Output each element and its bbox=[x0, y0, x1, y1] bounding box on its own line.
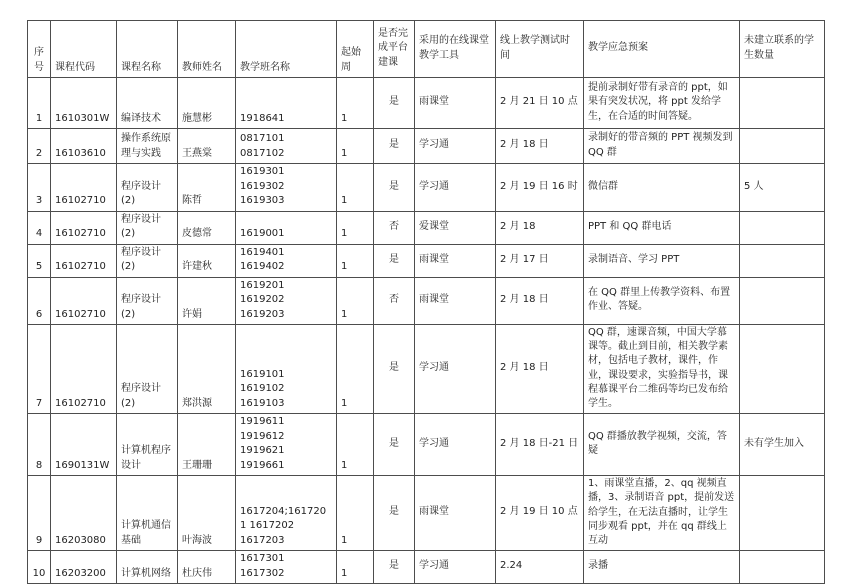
col-header-online-tool: 采用的在线课堂教学工具 bbox=[415, 21, 496, 78]
table-row bbox=[28, 244, 825, 277]
col-header-course-name: 课程名称 bbox=[117, 21, 178, 78]
cell-class-name: 1918641 bbox=[236, 78, 337, 129]
cell-course-code: 16102710 bbox=[51, 211, 117, 244]
cell-serial: 6 bbox=[28, 277, 51, 325]
cell-platform-done: 是 bbox=[374, 244, 415, 277]
cell-test-time: 2 月 17 日 bbox=[496, 244, 584, 277]
cell-course-code: 16102710 bbox=[51, 164, 117, 212]
cell-start-week: 1 bbox=[337, 414, 374, 476]
cell-online-tool: 雨课堂 bbox=[415, 277, 496, 325]
cell-teacher-name: 王珊珊 bbox=[178, 414, 236, 476]
cell-course-code: 16102710 bbox=[51, 325, 117, 414]
cell-uncontacted: 未有学生加入 bbox=[740, 414, 825, 476]
cell-class-name: 1619301 1619302 1619303 bbox=[236, 164, 337, 212]
cell-course-code: 16203080 bbox=[51, 476, 117, 551]
cell-course-name: 程序设计(2) bbox=[117, 277, 178, 325]
cell-online-tool: 雨课堂 bbox=[415, 476, 496, 551]
cell-test-time: 2 月 18 日 bbox=[496, 277, 584, 325]
col-header-test-time: 线上教学测试时间 bbox=[496, 21, 584, 78]
cell-course-name: 编译技术 bbox=[117, 78, 178, 129]
cell-uncontacted bbox=[740, 277, 825, 325]
cell-start-week: 1 bbox=[337, 164, 374, 212]
cell-class-name: 1617204;1617201 1617202 1617203 bbox=[236, 476, 337, 551]
cell-online-tool: 学习通 bbox=[415, 414, 496, 476]
cell-platform-done: 是 bbox=[374, 164, 415, 212]
course-table-sheet bbox=[27, 20, 825, 584]
col-header-uncontacted-students: 未建立联系的学生数量 bbox=[740, 21, 825, 78]
cell-course-name: 操作系统原理与实践 bbox=[117, 129, 178, 164]
cell-emergency-plan: 在 QQ 群里上传教学资料、布置作业、答疑。 bbox=[584, 277, 740, 325]
cell-teacher-name: 陈哲 bbox=[178, 164, 236, 212]
cell-class-name: 1617301 1617302 bbox=[236, 551, 337, 584]
cell-test-time: 2 月 21 日 10 点 bbox=[496, 78, 584, 129]
table-row bbox=[28, 211, 825, 244]
cell-course-name: 程序设计(2) bbox=[117, 244, 178, 277]
cell-test-time: 2.24 bbox=[496, 551, 584, 584]
cell-start-week: 1 bbox=[337, 277, 374, 325]
table-row bbox=[28, 78, 825, 129]
cell-class-name: 1919611 1919612 1919621 1919661 bbox=[236, 414, 337, 476]
cell-serial: 3 bbox=[28, 164, 51, 212]
cell-serial: 7 bbox=[28, 325, 51, 414]
cell-start-week: 1 bbox=[337, 551, 374, 584]
table-row bbox=[28, 277, 825, 325]
cell-platform-done: 是 bbox=[374, 129, 415, 164]
cell-uncontacted bbox=[740, 211, 825, 244]
cell-course-code: 1610301W bbox=[51, 78, 117, 129]
cell-online-tool: 学习通 bbox=[415, 164, 496, 212]
cell-class-name: 1619001 bbox=[236, 211, 337, 244]
cell-serial: 1 bbox=[28, 78, 51, 129]
cell-uncontacted bbox=[740, 551, 825, 584]
cell-teacher-name: 杜庆伟 bbox=[178, 551, 236, 584]
cell-start-week: 1 bbox=[337, 129, 374, 164]
cell-platform-done: 是 bbox=[374, 551, 415, 584]
cell-serial: 2 bbox=[28, 129, 51, 164]
cell-teacher-name: 皮德常 bbox=[178, 211, 236, 244]
cell-course-name: 计算机程序设计 bbox=[117, 414, 178, 476]
header-row bbox=[28, 21, 825, 78]
cell-teacher-name: 施慧彬 bbox=[178, 78, 236, 129]
cell-course-name: 程序设计(2) bbox=[117, 325, 178, 414]
cell-class-name: 1619401 1619402 bbox=[236, 244, 337, 277]
cell-test-time: 2 月 18 bbox=[496, 211, 584, 244]
cell-course-name: 计算机网络 bbox=[117, 551, 178, 584]
cell-course-name: 程序设计(2) bbox=[117, 164, 178, 212]
table-row bbox=[28, 414, 825, 476]
cell-uncontacted bbox=[740, 244, 825, 277]
cell-emergency-plan: QQ 群，速课音频，中国大学慕课等。截止到目前，相关教学素材，包括电子教材，课件，作业，课设要求，实验指导书，课程慕课平台二维码等均已发布给学生。 bbox=[584, 325, 740, 414]
cell-uncontacted bbox=[740, 476, 825, 551]
cell-course-code: 16102710 bbox=[51, 244, 117, 277]
cell-platform-done: 是 bbox=[374, 325, 415, 414]
cell-online-tool: 学习通 bbox=[415, 129, 496, 164]
cell-emergency-plan: 录制语音、学习 PPT bbox=[584, 244, 740, 277]
cell-test-time: 2 月 18 日 bbox=[496, 129, 584, 164]
cell-course-name: 计算机通信基础 bbox=[117, 476, 178, 551]
cell-class-name: 1619101 1619102 1619103 bbox=[236, 325, 337, 414]
cell-serial: 9 bbox=[28, 476, 51, 551]
cell-test-time: 2 月 19 日 10 点 bbox=[496, 476, 584, 551]
table-row bbox=[28, 129, 825, 164]
cell-online-tool: 雨课堂 bbox=[415, 244, 496, 277]
cell-platform-done: 是 bbox=[374, 476, 415, 551]
cell-start-week: 1 bbox=[337, 78, 374, 129]
cell-course-name: 程序设计(2) bbox=[117, 211, 178, 244]
cell-online-tool: 爱课堂 bbox=[415, 211, 496, 244]
cell-platform-done: 是 bbox=[374, 414, 415, 476]
cell-course-code: 1690131W bbox=[51, 414, 117, 476]
cell-online-tool: 学习通 bbox=[415, 551, 496, 584]
cell-serial: 4 bbox=[28, 211, 51, 244]
cell-test-time: 2 月 18 日-21 日 bbox=[496, 414, 584, 476]
cell-serial: 10 bbox=[28, 551, 51, 584]
col-header-emergency-plan: 教学应急预案 bbox=[584, 21, 740, 78]
cell-teacher-name: 许建秋 bbox=[178, 244, 236, 277]
cell-teacher-name: 许娟 bbox=[178, 277, 236, 325]
cell-class-name: 0817101 0817102 bbox=[236, 129, 337, 164]
cell-online-tool: 雨课堂 bbox=[415, 78, 496, 129]
table-row bbox=[28, 325, 825, 414]
cell-uncontacted bbox=[740, 325, 825, 414]
col-header-class-name: 教学班名称 bbox=[236, 21, 337, 78]
cell-teacher-name: 王燕棠 bbox=[178, 129, 236, 164]
cell-uncontacted: 5 人 bbox=[740, 164, 825, 212]
cell-class-name: 1619201 1619202 1619203 bbox=[236, 277, 337, 325]
cell-emergency-plan: 录播 bbox=[584, 551, 740, 584]
cell-serial: 5 bbox=[28, 244, 51, 277]
cell-platform-done: 是 bbox=[374, 78, 415, 129]
cell-emergency-plan: 1、雨课堂直播，2、qq 视频直播，3、录制语音 ppt，提前发送给学生，在无法直播时，让学生同步观看 ppt，并在 qq 群线上互动 bbox=[584, 476, 740, 551]
cell-teacher-name: 郑洪源 bbox=[178, 325, 236, 414]
cell-start-week: 1 bbox=[337, 244, 374, 277]
cell-start-week: 1 bbox=[337, 211, 374, 244]
col-header-platform-done: 是否完成平台建课 bbox=[374, 21, 415, 78]
cell-start-week: 1 bbox=[337, 325, 374, 414]
cell-uncontacted bbox=[740, 129, 825, 164]
cell-emergency-plan: 微信群 bbox=[584, 164, 740, 212]
cell-platform-done: 否 bbox=[374, 211, 415, 244]
table-row bbox=[28, 476, 825, 551]
online-teaching-plan-table bbox=[27, 20, 825, 584]
cell-start-week: 1 bbox=[337, 476, 374, 551]
col-header-teacher-name: 教师姓名 bbox=[178, 21, 236, 78]
cell-platform-done: 否 bbox=[374, 277, 415, 325]
cell-course-code: 16102710 bbox=[51, 277, 117, 325]
cell-emergency-plan: 录制好的带音频的 PPT 视频发到 QQ 群 bbox=[584, 129, 740, 164]
cell-test-time: 2 月 18 日 bbox=[496, 325, 584, 414]
cell-course-code: 16203200 bbox=[51, 551, 117, 584]
cell-teacher-name: 叶海波 bbox=[178, 476, 236, 551]
cell-course-code: 16103610 bbox=[51, 129, 117, 164]
cell-emergency-plan: QQ 群播放教学视频，交流，答疑 bbox=[584, 414, 740, 476]
col-header-start-week: 起始周 bbox=[337, 21, 374, 78]
table-row bbox=[28, 164, 825, 212]
col-header-course-code: 课程代码 bbox=[51, 21, 117, 78]
cell-emergency-plan: PPT 和 QQ 群电话 bbox=[584, 211, 740, 244]
cell-serial: 8 bbox=[28, 414, 51, 476]
col-header-serial: 序号 bbox=[28, 21, 51, 78]
cell-online-tool: 学习通 bbox=[415, 325, 496, 414]
cell-test-time: 2 月 19 日 16 时 bbox=[496, 164, 584, 212]
cell-uncontacted bbox=[740, 78, 825, 129]
table-row bbox=[28, 551, 825, 584]
cell-emergency-plan: 提前录制好带有录音的 ppt，如果有突发状况，将 ppt 发给学生，在合适的时间答疑。 bbox=[584, 78, 740, 129]
